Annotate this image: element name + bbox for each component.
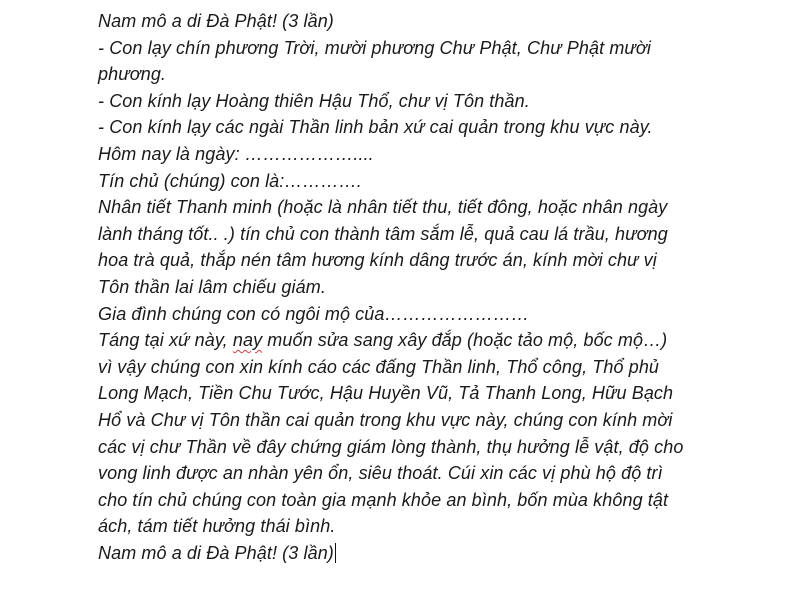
text-cursor [335,543,337,563]
text-line: - Con kính lạy Hoàng thiên Hậu Thổ, chư vị Tôn thần. [98,90,530,111]
text-line: Tôn thần lai lâm chiếu giám. [98,276,326,297]
text-line: cho tín chủ chúng con toàn gia mạnh khỏe an bình, bốn mùa không tật [98,489,669,510]
prayer-text [98,8,738,566]
text-line: phương. [98,64,167,85]
text-line: ách, tám tiết hưởng thái bình. [98,516,336,537]
text-line: Hổ và Chư vị Tôn thần cai quản trong khu vực này, chúng con kính mời [98,409,673,430]
text-line: lành tháng tốt.. .) tín chủ con thành tâm sắm lễ, quả cau lá trầu, hương [98,223,668,244]
text-segment: Táng tại xứ này, [98,330,233,351]
text-line: hoa trà quả, thắp nén tâm hương kính dâng trước án, kính mời chư vị [98,250,657,271]
text-segment: muốn sửa sang xây đắp (hoặc tảo mộ, bốc mộ…) [262,330,668,351]
text-line: Nhân tiết Thanh minh (hoặc là nhân tiết thu, tiết đông, hoặc nhân ngày [98,197,668,218]
text-line: Long Mạch, Tiền Chu Tước, Hậu Huyền Vũ, Tả Thanh Long, Hữu Bạch [98,383,674,404]
text-line: vì vậy chúng con xin kính cáo các đấng Thần linh, Thổ công, Thổ phủ [98,356,660,377]
text-line: các vị chư Thần về đây chứng giám lòng thành, thụ hưởng lễ vật, độ cho [98,436,684,457]
text-line: - Con kính lạy các ngài Thần linh bản xứ cai quản trong khu vực này. [98,117,653,138]
spellcheck-underlined-word[interactable]: nay [232,330,263,351]
text-line: vong linh được an nhàn yên ổn, siêu thoát. Cúi xin các vị phù hộ độ trì [98,463,663,484]
text-line [98,327,738,354]
text-line: Hôm nay là ngày: ……………….... [98,143,374,164]
text-segment: Nam mô a di Đà Phật! (3 lần) [98,542,334,563]
text-line: Tín chủ (chúng) con là:…………. [98,170,362,191]
text-line: Nam mô a di Đà Phật! (3 lần) [98,11,334,31]
text-line: - Con lạy chín phương Trời, mười phương Chư Phật, Chư Phật mười [98,37,652,58]
text-line [98,540,738,567]
text-line: Gia đình chúng con có ngôi mộ của…………………… [98,303,530,324]
